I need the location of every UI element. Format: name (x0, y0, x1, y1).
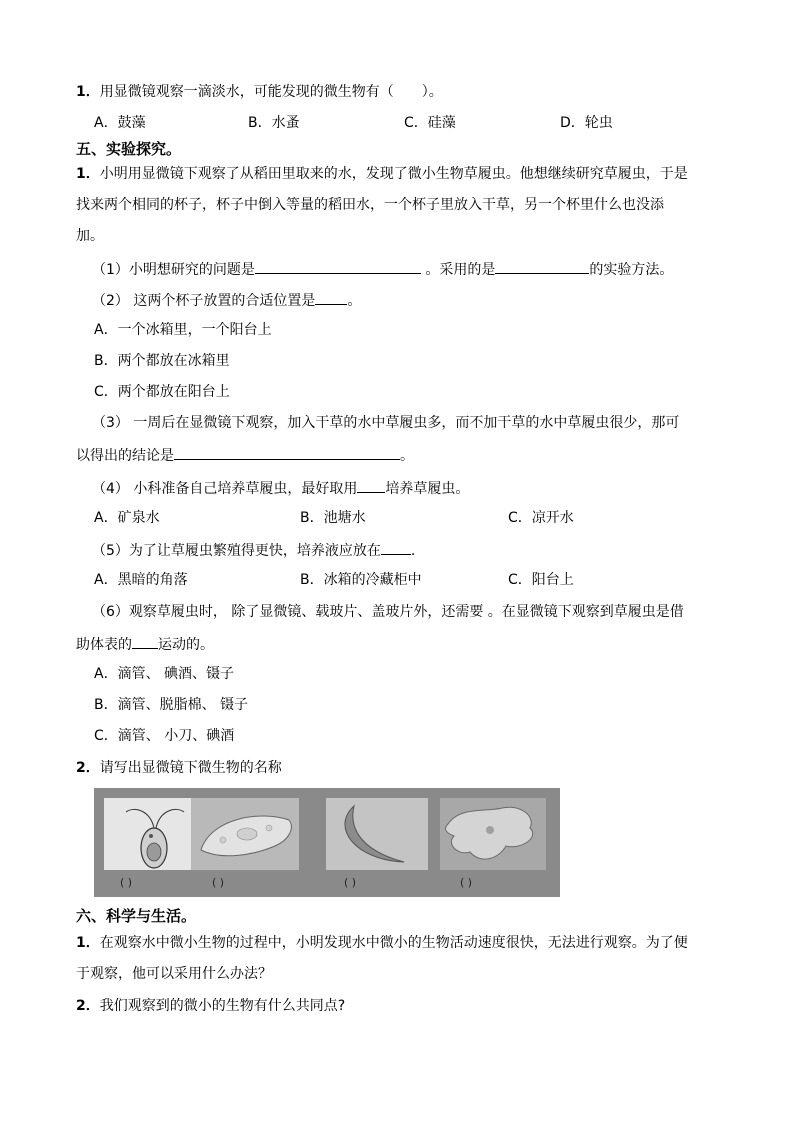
closterium-drawing (326, 798, 428, 870)
question-number: 1． (76, 935, 100, 951)
sub-question-5-text: （5）为了让草履虫繁殖得更快，培养液应放在 (92, 543, 381, 559)
question-number: 1． (76, 84, 100, 100)
answer-blank[interactable] (357, 477, 385, 493)
sub-question-6-text-a: 助体表的 (76, 637, 132, 653)
sub-question-5-end: . (410, 543, 416, 559)
answer-blank[interactable] (132, 633, 158, 649)
question-number: 2． (76, 998, 100, 1014)
sub-question-2-option-a: A．一个冰箱里，一个阳台上 (94, 322, 272, 338)
sub-question-4-option-a: A．矿泉水 (94, 510, 160, 526)
answer-paren-3[interactable]: ( ) (344, 876, 357, 889)
sub-question-6-text-b: 运动的。 (158, 637, 214, 653)
experiment-stem-line-1 (76, 164, 688, 184)
life-question-1-line-2: 于观察，他可以采用什么办法？ (76, 966, 272, 982)
sub-question-2-text: （2） 这两个杯子放置的合适位置是 (92, 293, 316, 309)
sub-question-4-text-b: 培养草履虫。 (385, 481, 470, 497)
question-text: 在观察水中微小生物的过程中，小明发现水中微小的生物活动速度很快，无法进行观察。为了便 (99, 935, 688, 951)
life-question-2 (76, 996, 345, 1016)
answer-paren-4[interactable]: ( ) (460, 876, 473, 889)
answer-paren-2[interactable]: ( ) (212, 876, 225, 889)
paramecium-drawing (191, 798, 299, 870)
sub-question-2-end: 。 (347, 293, 362, 309)
sub-question-6-line-1: （6）观察草履虫时， 除了显微镜、载玻片、盖玻片外，还需要 。在显微镜下观察到草履虫是借 (92, 604, 684, 620)
answer-blank[interactable] (495, 258, 589, 274)
answer-blank[interactable] (255, 258, 421, 274)
question-text: 我们观察到的微小的生物有什么共同点? (99, 998, 346, 1014)
euglena-image (104, 798, 204, 870)
sub-question-6-option-b: B．滴管、脱脂棉、 镊子 (94, 697, 249, 713)
sub-question-6-option-c: C．滴管、 小刀、碘酒 (94, 728, 235, 744)
question-number: 2． (76, 760, 100, 776)
answer-blank[interactable] (174, 444, 400, 460)
amoeba-image (440, 798, 546, 870)
life-question-1-line-1 (76, 933, 688, 953)
experiment-stem-line-3: 加。 (76, 228, 104, 244)
option-b: B．水蚤 (248, 115, 300, 131)
sub-question-3-line-1: （3） 一周后在显微镜下观察，加入干草的水中草履虫多，而不加干草的水中草履虫很少，那可 (92, 415, 680, 431)
sub-question-6-line-2 (76, 633, 214, 655)
sub-question-4-option-b: B．池塘水 (300, 510, 366, 526)
sub-question-1-text-a: （1）小明想研究的问题是 (92, 262, 255, 278)
stem-text: 小明用显微镜下观察了从稻田里取来的水，发现了微小生物草履虫。他想继续研究草履虫，于是 (99, 166, 688, 182)
sub-question-5-option-c: C．阳台上 (508, 572, 574, 588)
sub-question-6-option-a: A．滴管、 碘酒、镊子 (94, 666, 235, 682)
sub-question-5-option-a: A．黑暗的角落 (94, 572, 188, 588)
section-6-title: 六、科学与生活。 (76, 907, 197, 925)
experiment-stem-line-2: 找来两个相同的杯子，杯子中倒入等量的稻田水，一个杯子里放入干草，另一个杯里什么也没添 (76, 197, 664, 213)
sub-question-2-option-c: C．两个都放在阳台上 (94, 384, 230, 400)
euglena-drawing (104, 798, 204, 870)
question-1 (76, 82, 443, 102)
option-a: A．鼓藻 (94, 115, 146, 131)
question-number: 1． (76, 166, 100, 182)
sub-question-3-line-2 (76, 444, 414, 466)
answer-blank[interactable] (381, 539, 411, 555)
sub-question-4-text-a: （4） 小科准备自己培养草履虫，最好取用 (92, 481, 358, 497)
sub-question-4-option-c: C．凉开水 (508, 510, 574, 526)
sub-question-1-text-c: 的实验方法。 (589, 262, 674, 278)
sub-question-1 (92, 258, 673, 280)
closterium-image (326, 798, 428, 870)
option-c: C．硅藻 (404, 115, 456, 131)
sub-question-1-text-b: 。采用的是 (425, 262, 496, 278)
sub-question-2 (92, 289, 361, 311)
microorganism-photo-strip (94, 788, 560, 897)
sub-question-3-text: 以得出的结论是 (76, 448, 174, 464)
question-2 (76, 758, 282, 778)
sub-question-4 (92, 477, 469, 499)
sub-question-5-option-b: B．冰箱的冷藏柜中 (300, 572, 422, 588)
section-5-title: 五、实验探究。 (76, 140, 182, 158)
option-d: D．轮虫 (560, 115, 613, 131)
sub-question-5 (92, 539, 415, 561)
question-text: 请写出显微镜下微生物的名称 (99, 760, 282, 776)
answer-blank[interactable] (315, 289, 347, 305)
amoeba-drawing (440, 798, 546, 870)
sub-question-3-end: 。 (400, 448, 414, 464)
question-text: 用显微镜观察一滴淡水，可能发现的微生物有（ ）。 (99, 84, 443, 100)
paramecium-image (191, 798, 299, 870)
answer-paren-1[interactable]: ( ) (120, 876, 133, 889)
sub-question-2-option-b: B．两个都放在冰箱里 (94, 353, 230, 369)
